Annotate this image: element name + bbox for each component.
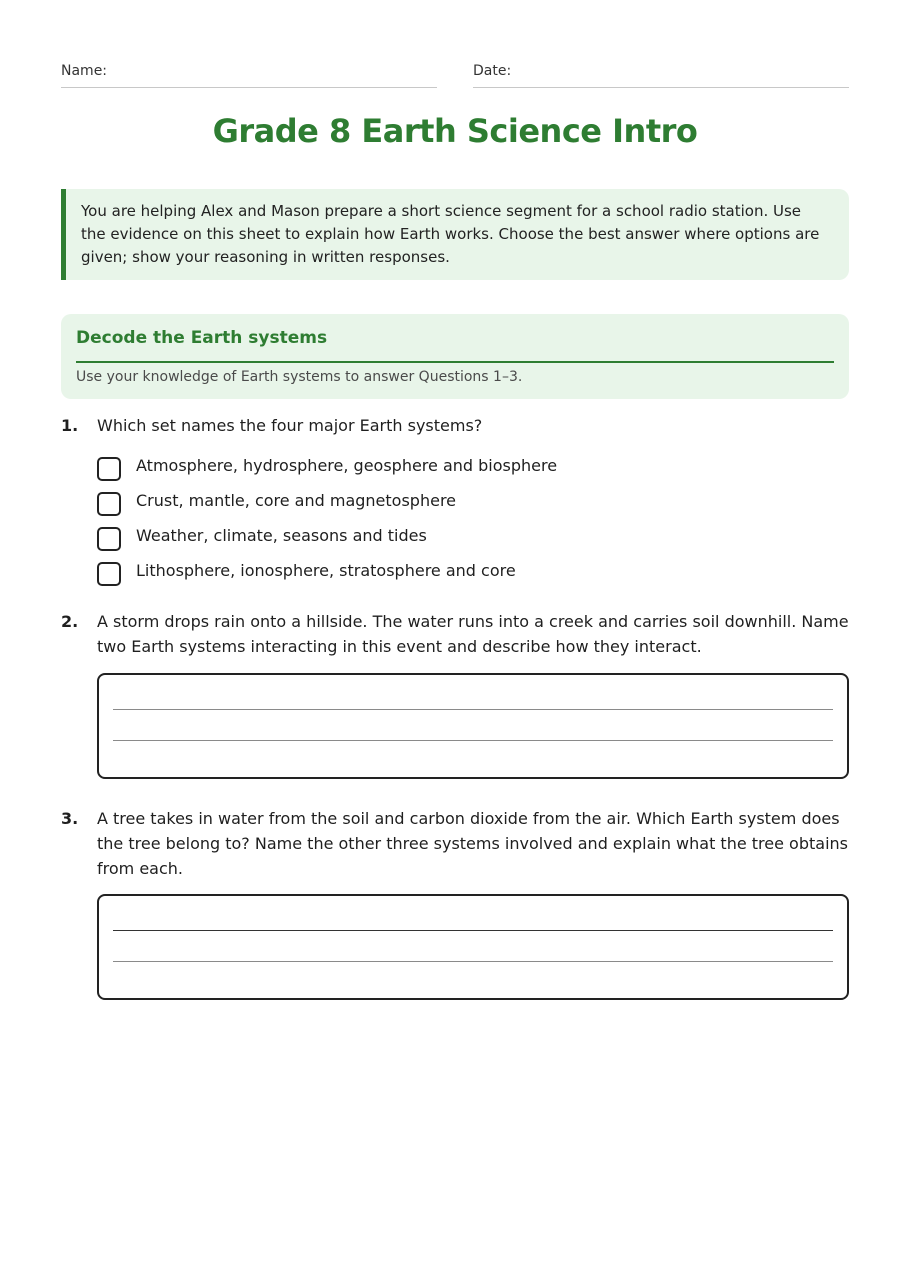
intro-callout: You are helping Alex and Mason prepare a short science segment for a school radio station. Use the evidence on this sheet to explain how Earth works. Choose the best answer where options are given; show your reasoning in written responses. xyxy=(61,189,849,280)
section-header xyxy=(61,314,849,399)
question-text: Which set names the four major Earth systems? xyxy=(97,416,483,435)
worksheet-title: Grade 8 Earth Science Intro xyxy=(212,112,698,150)
date-label: Date: xyxy=(473,63,512,79)
written-response-box[interactable] xyxy=(97,673,849,779)
answer-option-a[interactable] xyxy=(97,451,849,486)
answer-option-c[interactable] xyxy=(97,521,849,556)
question-number: 3. xyxy=(61,809,79,828)
option-label: Crust, mantle, core and magnetosphere xyxy=(136,490,457,510)
option-label: Weather, climate, seasons and tides xyxy=(136,525,427,545)
writing-line xyxy=(113,740,833,741)
writing-line xyxy=(113,709,833,710)
section-title: Decode the Earth systems xyxy=(76,326,834,363)
question-text: A storm drops rain onto a hillside. The water runs into a creek and carries soil downhill. Name two Earth systems interacting in this event and describe how they interact. xyxy=(97,612,849,656)
question-text: A tree takes in water from the soil and carbon dioxide from the air. Which Earth system does the tree belong to? Name the other three systems involved and explain what the tree obtains from each. xyxy=(97,809,848,878)
answer-option-b[interactable] xyxy=(97,486,849,521)
writing-line xyxy=(113,961,833,962)
option-label: Lithosphere, ionosphere, stratosphere and core xyxy=(136,560,516,580)
checkbox[interactable] xyxy=(97,562,121,586)
answer-options xyxy=(97,451,849,591)
written-response-box[interactable] xyxy=(97,894,849,1000)
name-label: Name: xyxy=(61,63,108,79)
student-info-row xyxy=(61,60,849,88)
writing-line xyxy=(113,930,833,931)
question-number: 2. xyxy=(61,612,79,631)
checkbox[interactable] xyxy=(97,457,121,481)
section-subtitle: Use your knowledge of Earth systems to answer Questions 1–3. xyxy=(76,369,523,385)
checkbox[interactable] xyxy=(97,527,121,551)
name-field[interactable] xyxy=(61,60,437,88)
answer-option-d[interactable] xyxy=(97,556,849,591)
option-label: Atmosphere, hydrosphere, geosphere and biosphere xyxy=(136,455,558,475)
date-field[interactable] xyxy=(473,60,849,88)
question-number: 1. xyxy=(61,416,79,435)
checkbox[interactable] xyxy=(97,492,121,516)
